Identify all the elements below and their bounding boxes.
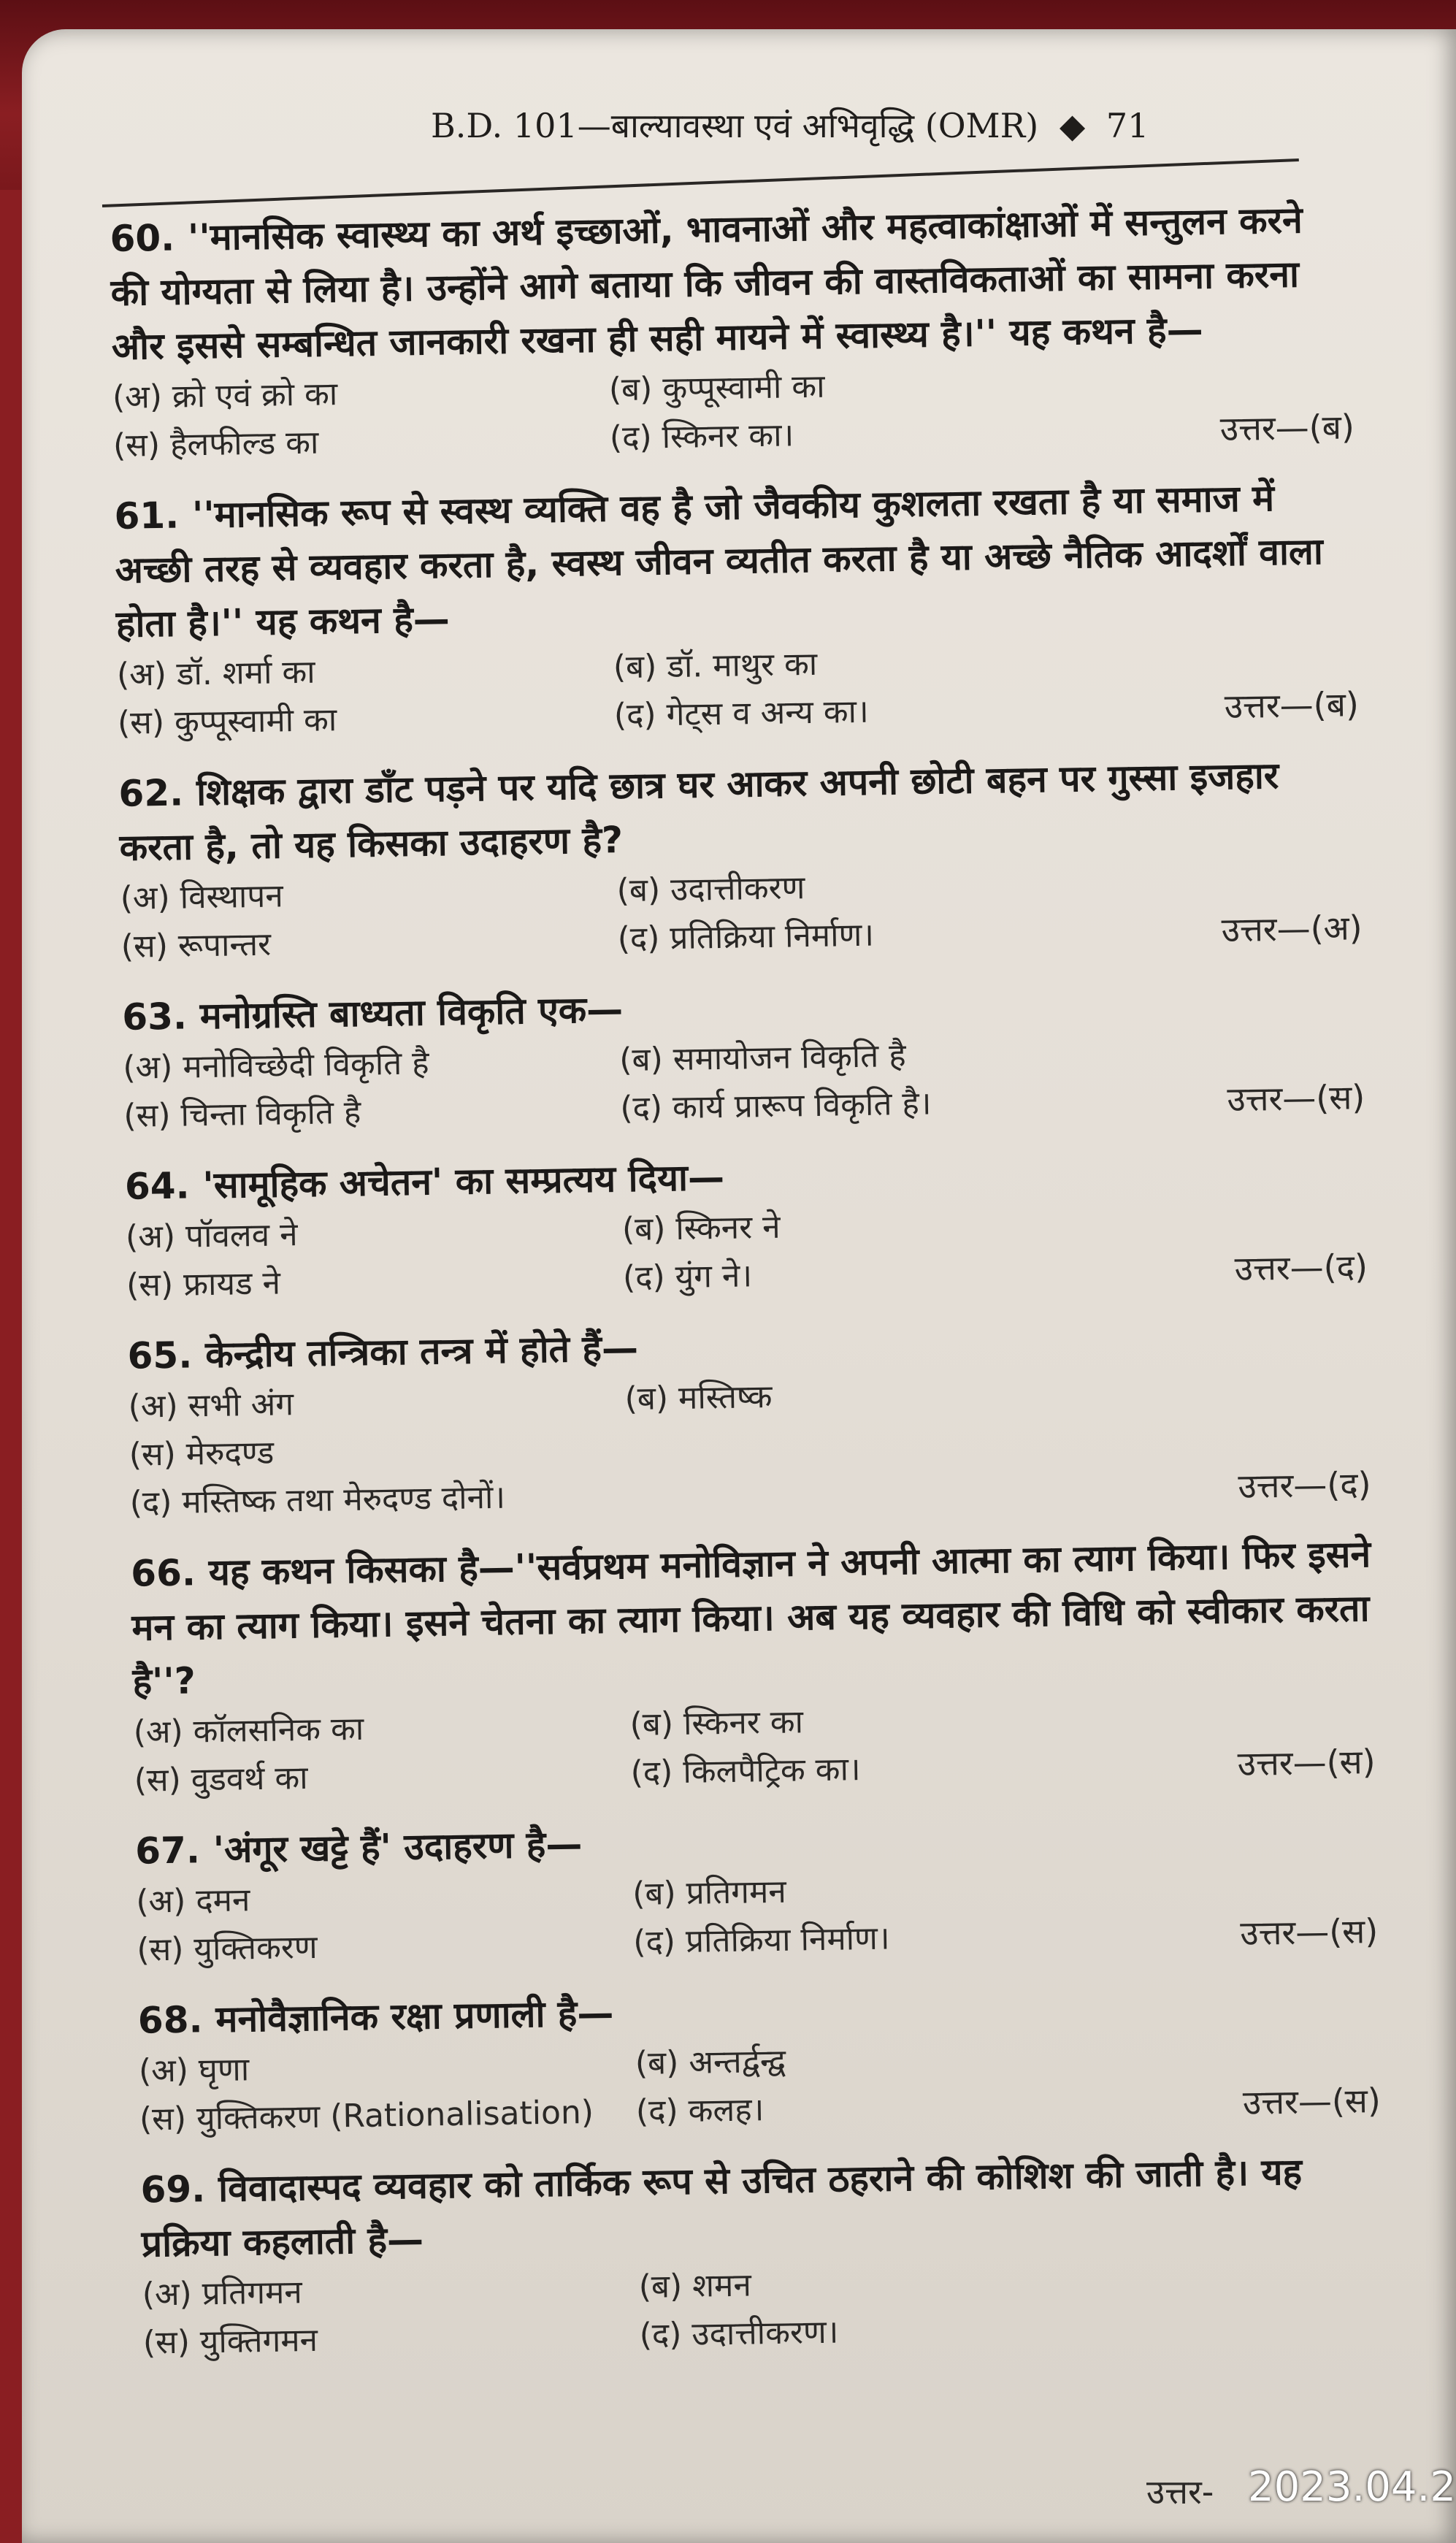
diamond-icon: ◆	[1059, 106, 1086, 145]
question-64	[124, 1140, 1368, 1310]
option-a: (अ) सभी अंग	[128, 1385, 294, 1426]
header-title: B.D. 101—बाल्यावस्था एवं अभिवृद्धि (OMR)	[431, 106, 1039, 145]
option-d: (द) उदात्तीकरण।	[639, 2313, 839, 2354]
answer: उत्तर—(द)	[1234, 1247, 1368, 1288]
option-d: (द) कार्य प्रारूप विकृति है।	[619, 1085, 932, 1128]
option-a: (अ) डॉ. शर्मा का	[116, 653, 315, 694]
question-number: 65.	[127, 1334, 193, 1377]
book-page	[22, 29, 1456, 2543]
answer: उत्तर—(स)	[1242, 2080, 1382, 2122]
option-c: (स) युक्तिगमन	[142, 2321, 318, 2362]
question-number: 67.	[134, 1829, 201, 1873]
question-text: यह कथन किसका है—''सर्वप्रथम मनोविज्ञान ने अपनी आत्मा का त्याग किया। फिर इसने मन का त्याग किया। इसने चेतना का त्याग किया। अब यह व्यवहार की विधि को स्वीकार करता है''?	[131, 1533, 1371, 1703]
answer: उत्तर—(ब)	[1219, 407, 1355, 449]
question-number: 68.	[137, 1998, 203, 2042]
option-c: (स) हैलफील्ड का	[112, 424, 319, 464]
answer: उत्तर—(स)	[1227, 1077, 1365, 1120]
question-61	[114, 470, 1359, 748]
question-number: 62.	[118, 771, 184, 815]
option-d: (द) किलपैट्रिक का।	[630, 1751, 861, 1792]
question-60	[110, 192, 1355, 470]
option-c: (स) चिन्ता विकृति है	[123, 1093, 361, 1135]
option-d: (द) युंग ने।	[622, 1257, 753, 1297]
question-text: 'सामूहिक अचेतन' का सम्प्रत्यय दिया—	[202, 1155, 725, 1207]
option-d: (द) प्रतिक्रिया निर्माण।	[632, 1919, 890, 1962]
option-a: (अ) पॉवलव ने	[125, 1216, 298, 1256]
question-text: ''मानसिक स्वास्थ्य का अर्थ इच्छाओं, भावनाओं और महत्वाकांक्षाओं में सन्तुलन करने की योग्यता से लिया है। उन्होंने आगे बताया कि जीवन की वास्तविकताओं का सामना करना और इससे सम्बन्धित जानकारी रखना ही सही मायने में स्वास्थ्य है।'' यह कथन है—	[110, 199, 1303, 368]
option-d: (द) गेट्स व अन्य का।	[613, 692, 870, 735]
question-number: 61.	[114, 494, 180, 538]
option-a: (अ) दमन	[135, 1881, 250, 1921]
question-list	[110, 192, 1385, 2386]
option-b: (ब) प्रतिगमन	[632, 1873, 787, 1913]
option-d: (द) स्किनर का।	[609, 416, 794, 457]
option-d: (द) प्रतिक्रिया निर्माण।	[617, 916, 875, 958]
option-a: (अ) घृणा	[138, 2051, 250, 2090]
option-b: (ब) कुप्पूस्वामी का	[608, 367, 825, 409]
answer: उत्तर—(अ)	[1221, 908, 1363, 950]
option-d: (द) कलह।	[635, 2091, 765, 2130]
question-62	[118, 747, 1363, 971]
question-number: 66.	[130, 1551, 196, 1595]
option-c: (स) रूपान्तर	[120, 925, 272, 965]
option-b: (ब) मस्तिष्क	[624, 1377, 773, 1418]
option-b: (ब) उदात्तीकरण	[616, 869, 805, 910]
question-number: 63.	[121, 995, 188, 1039]
option-b: (ब) स्किनर ने	[621, 1208, 781, 1249]
option-b: (ब) स्किनर का	[629, 1703, 804, 1744]
option-a: (अ) कॉलसनिक का	[133, 1710, 364, 1751]
option-a: (अ) विस्थापन	[120, 877, 284, 917]
question-text: शिक्षक द्वारा डाँट पड़ने पर यदि छात्र घर आकर अपनी छोटी बहन पर गुस्सा इजहार करता है, तो यह किसका उदाहरण है?	[119, 754, 1279, 869]
option-c: (स) वुडवर्थ का	[134, 1759, 308, 1800]
answer: उत्तर—(द)	[1238, 1464, 1372, 1506]
question-number: 60.	[110, 216, 175, 260]
question-66	[131, 1527, 1376, 1805]
option-c: (स) युक्तिकरण (Rationalisation)	[139, 2093, 594, 2138]
option-b: (ब) अन्तर्द्वन्द्व	[635, 2042, 786, 2083]
option-c: (स) युक्तिकरण	[136, 1928, 318, 1969]
answer-label-69: उत्तर-	[1146, 2472, 1214, 2512]
question-69	[140, 2144, 1384, 2368]
option-b: (ब) समायोजन विकृति है	[618, 1037, 907, 1079]
page-number: 71	[1106, 106, 1149, 145]
answer: उत्तर—(स)	[1239, 1911, 1379, 1953]
question-67	[135, 1805, 1379, 1975]
answer: उत्तर—(ब)	[1224, 684, 1360, 727]
question-text: विवादास्पद व्यवहार को तार्किक रूप से उचित ठहराने की कोशिश की जाती है। यह प्रक्रिया कहलाती है—	[141, 2150, 1303, 2265]
question-65	[127, 1309, 1371, 1528]
option-a: (अ) मनोविच्छेदी विकृति है	[123, 1044, 429, 1087]
option-b: (ब) शमन	[638, 2266, 752, 2306]
option-c: (स) फ्रायड ने	[126, 1264, 281, 1304]
option-b: (ब) डॉ. माथुर का	[613, 645, 818, 687]
option-c: (स) मेरुदण्ड	[129, 1434, 275, 1474]
answer: उत्तर—(स)	[1237, 1742, 1376, 1783]
question-number: 69.	[140, 2168, 206, 2211]
question-text: मनोग्रस्ति बाध्यता विकृति एक—	[199, 988, 624, 1038]
option-a: (अ) क्रो एवं क्रो का	[112, 375, 338, 416]
option-c: (स) कुप्पूस्वामी का	[117, 701, 337, 742]
page-header	[431, 102, 1149, 148]
question-68	[137, 1974, 1381, 2144]
question-text: मनोवैज्ञानिक रक्षा प्रणाली है—	[215, 1992, 614, 2041]
question-63	[122, 971, 1365, 1141]
question-text: 'अंगूर खट्टे हैं' उदाहरण है—	[212, 1823, 583, 1872]
option-a: (अ) प्रतिगमन	[142, 2274, 303, 2314]
question-number: 64.	[124, 1164, 190, 1208]
question-text: ''मानसिक रूप से स्वस्थ व्यक्ति वह है जो जैवकीय कुशलता रखता है या समाज में अच्छी तरह से व्यवहार करता है, स्वस्थ जीवन व्यतीत करता है या अच्छे नैतिक आदर्शों वाला होता है।'' यह कथन है—	[115, 476, 1324, 646]
photo-timestamp: 2023.04.2	[1247, 2463, 1456, 2511]
option-d: (द) मस्तिष्क तथा मेरुदण्ड दोनों।	[129, 1478, 506, 1522]
question-text: केन्द्रीय तन्त्रिका तन्त्र में होते हैं—	[204, 1326, 639, 1377]
